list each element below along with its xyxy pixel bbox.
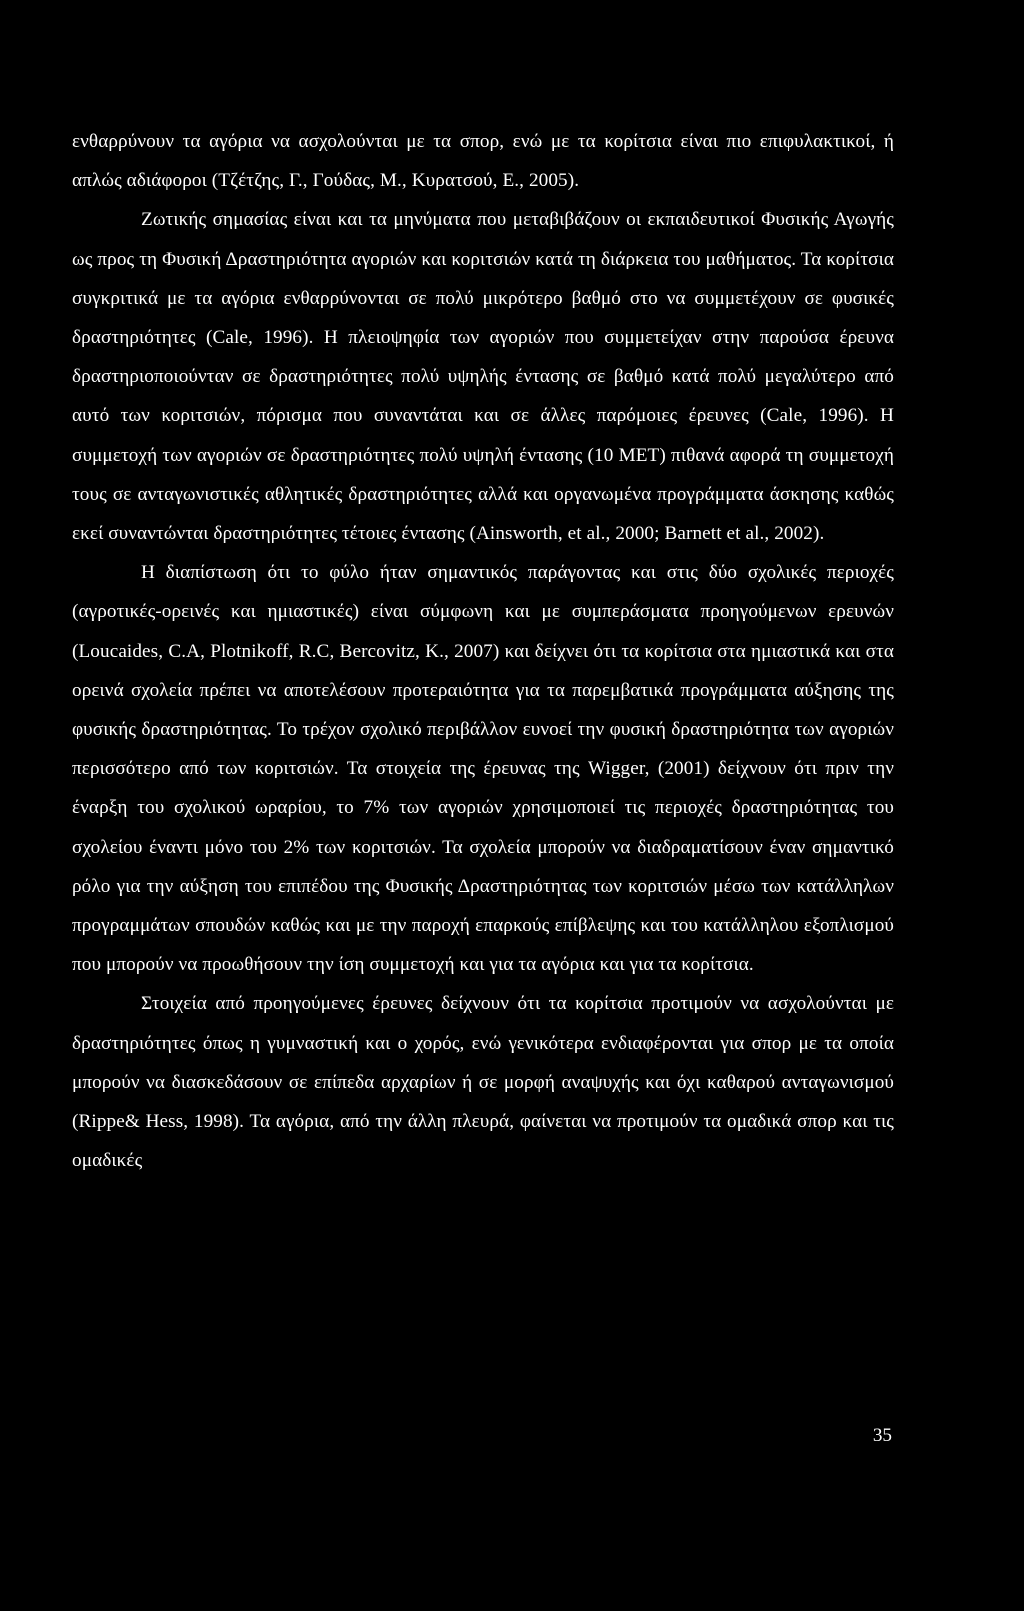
paragraph-gender-factor: Η διαπίστωση ότι το φύλο ήταν σημαντικός παράγοντας και στις δύο σχολικές περιοχές (αγροτικές-ορεινές και ημιαστικές) είναι σύμφωνη και με συμπεράσματα προηγούμενων ερευνών (Loucaides, C.A, Plotnikoff, R.C, Bercovitz, K., 2007) και δείχνει ότι τα κορίτσια στα ημιαστικά και στα ορεινά σχολεία πρέπει να αποτελέσουν προτεραιότητα για τα παρεμβατικά προγράμματα αύξησης της φυσικής δραστηριότητας. Το τρέχον σχολικό περιβάλλον ευνοεί την φυσική δραστηριότητα των αγοριών περισσότερο από των κοριτσιών. Τα στοιχεία της έρευνας της Wigger, (2001) δείχνουν ότι πριν την έναρξη του σχολικού ωραρίου, το 7% των αγοριών χρησιμοποιεί τις περιοχές δραστηριότητας του σχολείου έναντι μόνο του 2% των κοριτσιών. Τα σχολεία μπορούν να διαδραματίσουν έναν σημαντικό ρόλο για την αύξηση του επιπέδου της Φυσικής Δραστηριότητας των κοριτσιών μέσω των κατάλληλων προγραμμάτων σπουδών καθώς και με την παροχή επαρκούς επίβλεψης και του κατάλληλου εξοπλισμού που μπορούν να προωθήσουν την ίση συμμετοχή και για τα αγόρια και για τα κορίτσια.: [72, 562, 894, 976]
paragraph-teacher-messages: Ζωτικής σημασίας είναι και τα μηνύματα που μεταβιβάζουν οι εκπαιδευτικοί Φυσικής Αγωγής ως προς τη Φυσική Δραστηριότητα αγοριών και κοριτσιών κατά τη διάρκεια του μαθήματος. Τα κορίτσια συγκριτικά με τα αγόρια ενθαρρύνονται σε πολύ μικρότερο βαθμό στο να συμμετέχουν σε φυσικές δραστηριότητες (Cale, 1996). Η πλειοψηφία των αγοριών που συμμετείχαν στην παρούσα έρευνα δραστηριοποιούνταν σε δραστηριότητες πολύ υψηλής έντασης σε βαθμό κατά πολύ μεγαλύτερο από αυτό των κοριτσιών, πόρισμα που συναντάται και σε άλλες παρόμοιες έρευνες (Cale, 1996). Η συμμετοχή των αγοριών σε δραστηριότητες πολύ υψηλή έντασης (10 ΜΕΤ) πιθανά αφορά τη συμμετοχή τους σε ανταγωνιστικές αθλητικές δραστηριότητες αλλά και οργανωμένα προγράμματα άσκησης καθώς εκεί συναντώνται δραστηριότητες τέτοιες έντασης (Ainsworth, et al., 2000; Barnett et al., 2002).: [72, 209, 894, 545]
paragraph-continuation: ενθαρρύνουν τα αγόρια να ασχολούνται με τα σπορ, ενώ με τα κορίτσια είναι πιο επιφυλακτικοί, ή απλώς αδιάφοροι (Τζέτζης, Γ., Γούδας, Μ., Κυρατσού, Ε., 2005).: [72, 131, 894, 192]
body-text: [72, 122, 894, 1180]
page-number: 35: [872, 1425, 892, 1446]
paragraph-previous-research: Στοιχεία από προηγούμενες έρευνες δείχνουν ότι τα κορίτσια προτιμούν να ασχολούνται με δραστηριότητες όπως η γυμναστική και ο χορός, ενώ γενικότερα ενδιαφέρονται για σπορ με τα οποία μπορούν να διασκεδάσουν σε επίπεδα αρχαρίων ή σε μορφή αναψυχής και όχι καθαρού ανταγωνισμού (Rippe& Hess, 1998). Τα αγόρια, από την άλλη πλευρά, φαίνεται να προτιμούν τα ομαδικά σπορ και τις ομαδικές: [72, 993, 894, 1172]
